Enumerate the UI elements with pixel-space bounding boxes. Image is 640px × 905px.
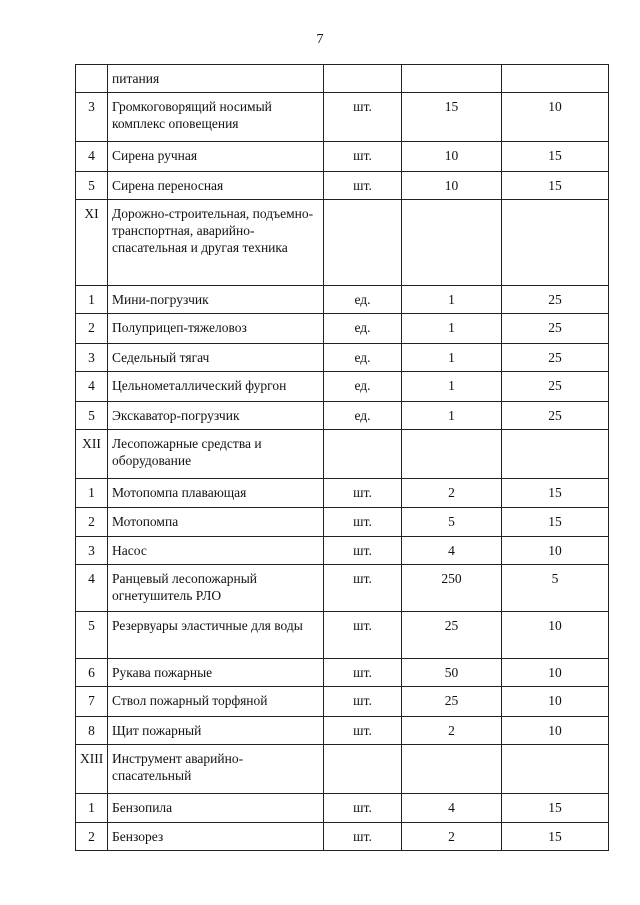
row-number: 5 xyxy=(76,402,108,430)
item-percent: 15 xyxy=(502,172,609,200)
item-quantity: 1 xyxy=(402,402,502,430)
item-name: Резервуары эластичные для воды xyxy=(108,612,324,659)
item-percent xyxy=(502,65,609,93)
item-quantity: 1 xyxy=(402,314,502,344)
item-percent: 15 xyxy=(502,823,609,851)
table-row xyxy=(76,745,609,794)
table-row xyxy=(76,479,609,508)
item-quantity: 25 xyxy=(402,687,502,717)
item-unit: шт. xyxy=(324,659,402,687)
item-percent: 15 xyxy=(502,142,609,172)
row-number: 3 xyxy=(76,93,108,142)
item-quantity xyxy=(402,200,502,286)
equipment-table xyxy=(75,64,609,851)
item-quantity: 4 xyxy=(402,794,502,823)
item-percent: 25 xyxy=(502,344,609,372)
item-unit: шт. xyxy=(324,172,402,200)
item-unit: шт. xyxy=(324,508,402,537)
item-name: питания xyxy=(108,65,324,93)
row-number: 2 xyxy=(76,508,108,537)
item-name: Полуприцеп-тяжеловоз xyxy=(108,314,324,344)
item-percent xyxy=(502,745,609,794)
table-row xyxy=(76,402,609,430)
row-number: 4 xyxy=(76,372,108,402)
table-row xyxy=(76,344,609,372)
row-number: 2 xyxy=(76,823,108,851)
item-quantity: 10 xyxy=(402,142,502,172)
item-quantity xyxy=(402,430,502,479)
item-name: Сирена ручная xyxy=(108,142,324,172)
item-percent: 25 xyxy=(502,372,609,402)
item-quantity: 1 xyxy=(402,344,502,372)
item-unit: ед. xyxy=(324,344,402,372)
item-name: Лесопожарные средства и оборудование xyxy=(108,430,324,479)
table-row xyxy=(76,659,609,687)
item-quantity xyxy=(402,745,502,794)
item-name: Рукава пожарные xyxy=(108,659,324,687)
row-number: 8 xyxy=(76,717,108,745)
item-quantity: 15 xyxy=(402,93,502,142)
item-unit: шт. xyxy=(324,142,402,172)
item-unit xyxy=(324,65,402,93)
row-number: 1 xyxy=(76,479,108,508)
item-quantity: 50 xyxy=(402,659,502,687)
row-number: 5 xyxy=(76,612,108,659)
item-unit xyxy=(324,745,402,794)
item-name: Мотопомпа плавающая xyxy=(108,479,324,508)
table-row xyxy=(76,286,609,314)
item-quantity: 2 xyxy=(402,823,502,851)
item-quantity: 1 xyxy=(402,372,502,402)
item-percent: 25 xyxy=(502,286,609,314)
table-row xyxy=(76,537,609,565)
table-row xyxy=(76,200,609,286)
item-name: Громкоговорящий носимый комплекс оповещения xyxy=(108,93,324,142)
item-percent xyxy=(502,200,609,286)
item-percent: 10 xyxy=(502,93,609,142)
item-name: Насос xyxy=(108,537,324,565)
table-row xyxy=(76,508,609,537)
row-number: 6 xyxy=(76,659,108,687)
table-row xyxy=(76,823,609,851)
table-row xyxy=(76,430,609,479)
item-percent: 25 xyxy=(502,314,609,344)
item-quantity: 5 xyxy=(402,508,502,537)
item-name: Бензопила xyxy=(108,794,324,823)
row-number: 3 xyxy=(76,537,108,565)
item-percent xyxy=(502,430,609,479)
item-percent: 15 xyxy=(502,794,609,823)
row-number: 7 xyxy=(76,687,108,717)
item-unit: шт. xyxy=(324,687,402,717)
item-name: Экскаватор-погрузчик xyxy=(108,402,324,430)
item-quantity xyxy=(402,65,502,93)
table-row xyxy=(76,314,609,344)
item-unit: ед. xyxy=(324,286,402,314)
item-name: Бензорез xyxy=(108,823,324,851)
item-unit: шт. xyxy=(324,612,402,659)
table-row xyxy=(76,172,609,200)
item-percent: 10 xyxy=(502,717,609,745)
item-unit: шт. xyxy=(324,717,402,745)
item-unit: ед. xyxy=(324,372,402,402)
item-quantity: 2 xyxy=(402,479,502,508)
item-unit: ед. xyxy=(324,402,402,430)
item-percent: 10 xyxy=(502,537,609,565)
row-number: 1 xyxy=(76,286,108,314)
item-name: Щит пожарный xyxy=(108,717,324,745)
item-name: Сирена переносная xyxy=(108,172,324,200)
row-number: 5 xyxy=(76,172,108,200)
item-unit: ед. xyxy=(324,314,402,344)
item-name: Инструмент аварийно-спасательный xyxy=(108,745,324,794)
item-quantity: 25 xyxy=(402,612,502,659)
item-percent: 10 xyxy=(502,659,609,687)
item-name: Мини-погрузчик xyxy=(108,286,324,314)
row-number: 3 xyxy=(76,344,108,372)
table-row xyxy=(76,142,609,172)
item-unit: шт. xyxy=(324,93,402,142)
item-name: Ствол пожарный торфяной xyxy=(108,687,324,717)
item-unit xyxy=(324,430,402,479)
row-number: 1 xyxy=(76,794,108,823)
item-name: Дорожно-строительная, подъемно-транспортная, аварийно-спасательная и другая техника xyxy=(108,200,324,286)
item-percent: 25 xyxy=(502,402,609,430)
table-row xyxy=(76,93,609,142)
table-row xyxy=(76,372,609,402)
item-name: Седельный тягач xyxy=(108,344,324,372)
item-unit xyxy=(324,200,402,286)
item-unit: шт. xyxy=(324,794,402,823)
item-quantity: 250 xyxy=(402,565,502,612)
item-percent: 15 xyxy=(502,508,609,537)
row-number: XI xyxy=(76,200,108,286)
table-row xyxy=(76,65,609,93)
row-number: XIII xyxy=(76,745,108,794)
table-body xyxy=(76,65,609,851)
item-unit: шт. xyxy=(324,479,402,508)
item-unit: шт. xyxy=(324,565,402,612)
table-row xyxy=(76,687,609,717)
page-number: 7 xyxy=(316,32,324,47)
row-number: XII xyxy=(76,430,108,479)
item-percent: 10 xyxy=(502,612,609,659)
item-quantity: 4 xyxy=(402,537,502,565)
item-name: Цельнометаллический фургон xyxy=(108,372,324,402)
table-row xyxy=(76,717,609,745)
item-percent: 10 xyxy=(502,687,609,717)
table-row xyxy=(76,612,609,659)
item-percent: 15 xyxy=(502,479,609,508)
table-row xyxy=(76,565,609,612)
item-unit: шт. xyxy=(324,823,402,851)
item-percent: 5 xyxy=(502,565,609,612)
item-unit: шт. xyxy=(324,537,402,565)
row-number: 2 xyxy=(76,314,108,344)
row-number xyxy=(76,65,108,93)
row-number: 4 xyxy=(76,142,108,172)
row-number: 4 xyxy=(76,565,108,612)
item-name: Ранцевый лесопожарный огнетушитель РЛО xyxy=(108,565,324,612)
item-name: Мотопомпа xyxy=(108,508,324,537)
item-quantity: 10 xyxy=(402,172,502,200)
table-row xyxy=(76,794,609,823)
item-quantity: 1 xyxy=(402,286,502,314)
item-quantity: 2 xyxy=(402,717,502,745)
